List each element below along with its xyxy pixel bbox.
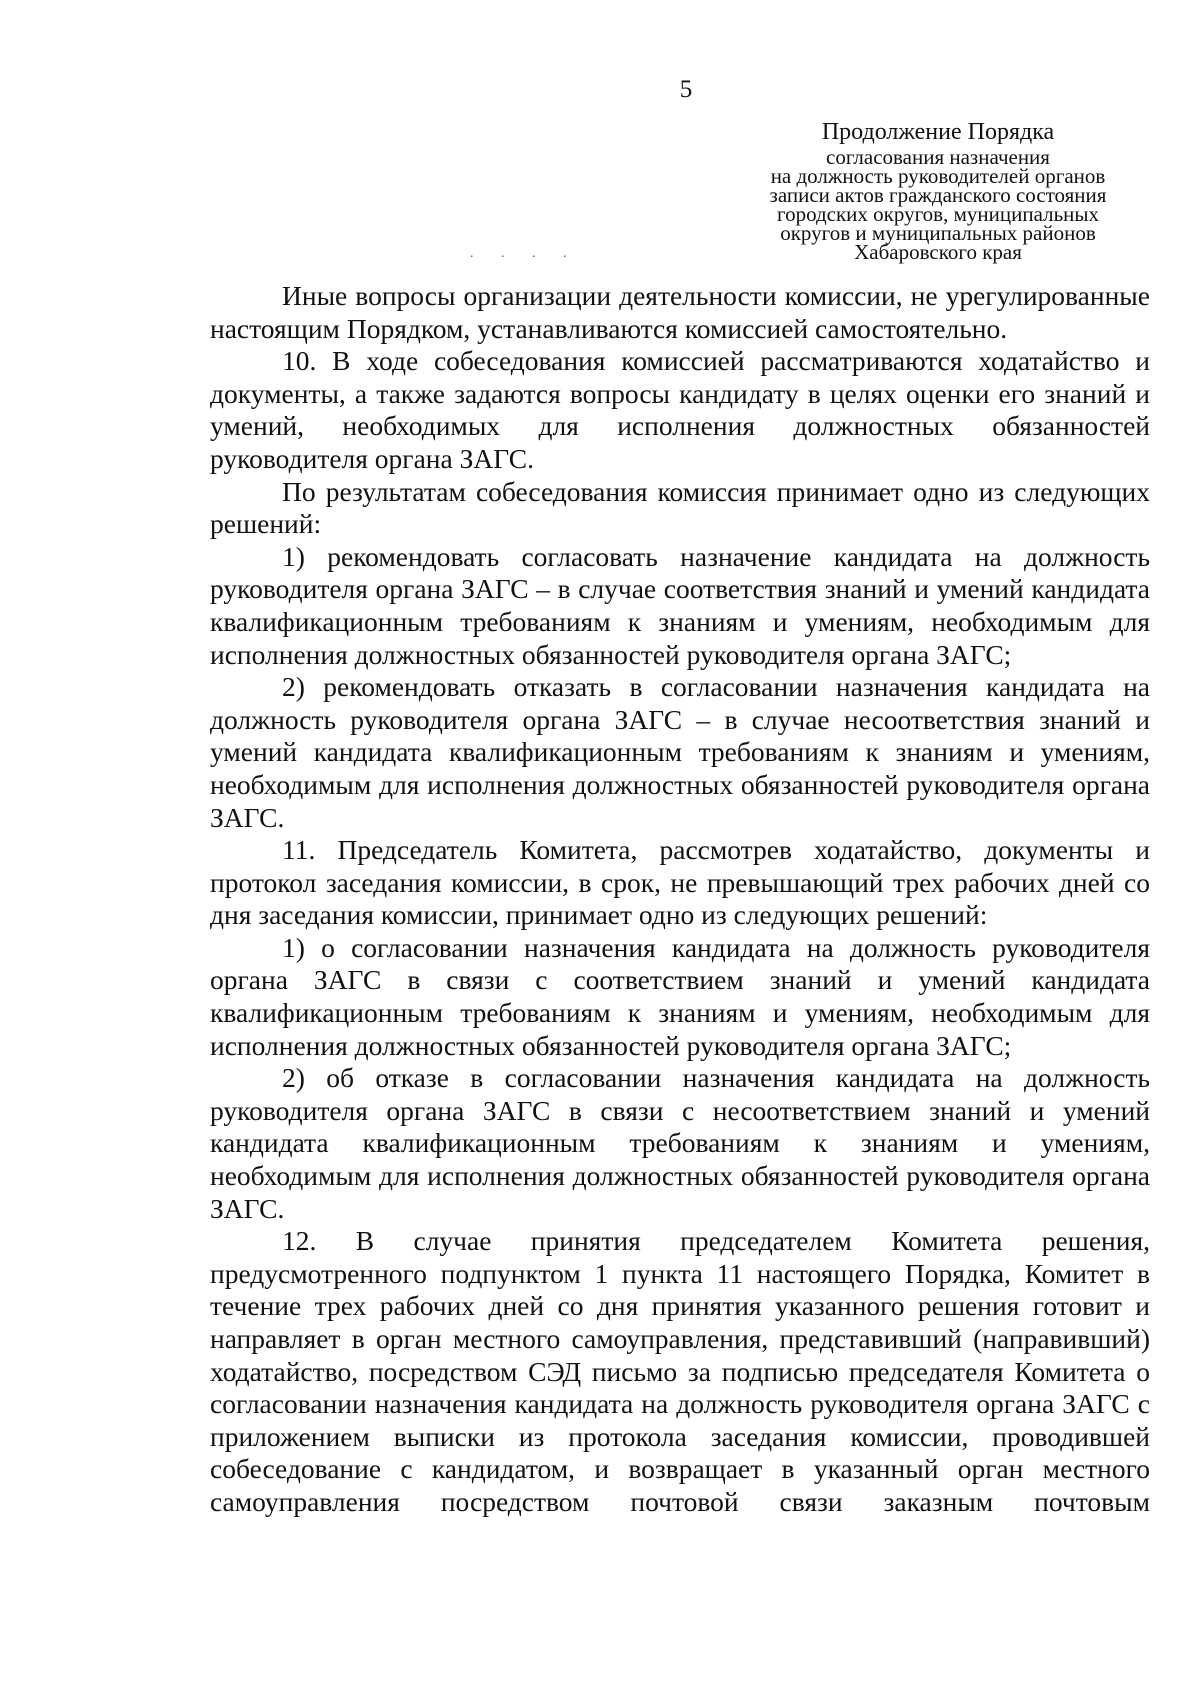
header-line: на должность руководителей органов bbox=[770, 164, 1106, 188]
paragraph: 2) об отказе в согласовании назначения кандидата на должность руководителя органа ЗАГС в связи с несоответствием знаний и умений кандидата квалификационным требованиям к знаниям и умениям, необходимым для исполнения должностных обязанностей руководителя органа ЗАГС. bbox=[210, 1062, 1150, 1224]
paragraph: 2) рекомендовать отказать в согласовании назначения кандидата на должность руководителя органа ЗАГС – в случае несоответствия знаний и умений кандидата квалификационным требованиям к знаниям и умениям, необходимым для исполнения должностных обязанностей руководителя органа ЗАГС. bbox=[210, 671, 1150, 833]
header-line: округов и муниципальных районов bbox=[780, 221, 1096, 245]
paragraph: По результатам собеседования комиссия принимает одно из следующих решений: bbox=[210, 475, 1150, 540]
page-number: 5 bbox=[679, 76, 693, 103]
header-line: Продолжение Порядка bbox=[821, 119, 1055, 145]
paragraph: 10. В ходе собеседования комиссией рассматриваются ходатайство и документы, а также задаются вопросы кандидату в целях оценки его знаний и умений, необходимых для исполнения должностных обязанностей руководителя органа ЗАГС. bbox=[210, 345, 1150, 474]
document-header bbox=[738, 118, 1138, 262]
document-body bbox=[210, 280, 1150, 1519]
paragraph: 11. Председатель Комитета, рассмотрев ходатайство, документы и протокол заседания комиссии, в срок, не превышающий трех рабочих дней со дня заседания комиссии, принимает одно из следующих решений: bbox=[210, 834, 1150, 931]
paragraph: 12. В случае принятия председателем Комитета решения, предусмотренного подпунктом 1 пункта 11 настоящего Порядка, Комитет в течение трех рабочих дней со дня принятия указанного решения готовит и направляет в орган местного самоуправления, представивший (направивший) ходатайство, посредством СЭД письмо за подписью председателя Комитета о согласовании назначения кандидата на должность руководителя органа ЗАГС с приложением выписки из протокола заседания комиссии, проводившей собеседование с кандидатом, и возвращает в указанный орган местного самоуправления посредством почтовой связи заказным почтовым bbox=[210, 1225, 1150, 1517]
header-dots: . . . . bbox=[470, 246, 579, 261]
header-line: Хабаровского края bbox=[854, 240, 1022, 264]
paragraph: 1) о согласовании назначения кандидата на должность руководителя органа ЗАГС в связи с соответствием знаний и умений кандидата квалификационным требованиям к знаниям и умениям, необходимым для исполнения должностных обязанностей руководителя органа ЗАГС; bbox=[210, 931, 1150, 1061]
paragraph: Иные вопросы организации деятельности комиссии, не урегулированные настоящим Порядком, устанавливаются комиссией самостоятельно. bbox=[210, 280, 1150, 344]
paragraph: 1) рекомендовать согласовать назначение кандидата на должность руководителя органа ЗАГС – в случае соответствия знаний и умений кандидата квалификационным требованиям к знаниям и умениям, необходимым для исполнения должностных обязанностей руководителя органа ЗАГС; bbox=[210, 540, 1150, 670]
header-line: записи актов гражданского состояния bbox=[769, 183, 1107, 207]
header-line: городских округов, муниципальных bbox=[776, 202, 1099, 226]
header-line: согласования назначения bbox=[826, 145, 1050, 169]
